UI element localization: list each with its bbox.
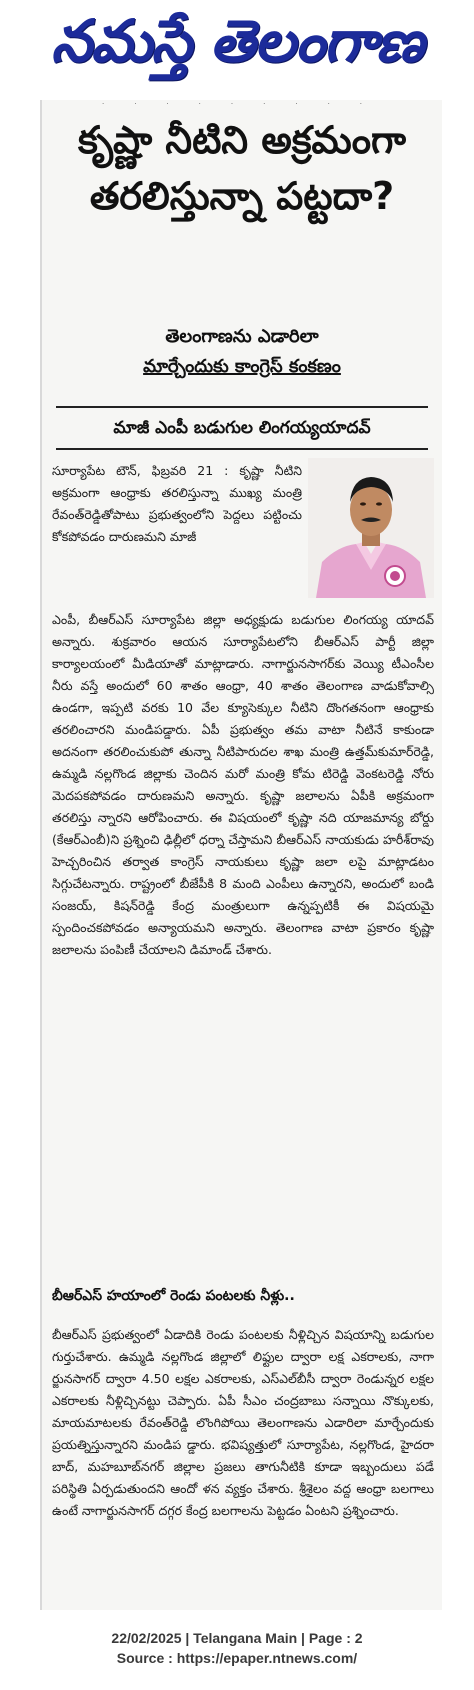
subheadline-line-1: తెలంగాణను ఎడారిలా: [165, 326, 319, 347]
newspaper-logo: నమస్తే తెలంగాణ: [51, 6, 423, 75]
news-clipping: [40, 100, 442, 1610]
headline: [50, 112, 434, 224]
footer: [0, 1628, 474, 1668]
portrait-photo-graphic: [308, 458, 434, 598]
paragraph-body: ఎంపీ, బీఆర్ఎస్ సూర్యాపేట జిల్లా అధ్యక్షుడు బడుగుల లింగయ్య యాదవ్ అన్నారు. శుక్రవారం ఆయన సూర్యాపేటలోని బీఆర్ఎస్ పార్టీ జిల్లా కార్యాలయంలో మీడియాతో మాట్లాడారు. నాగార్జునసాగర్‌కు వెయ్యి టీఎంసీల నీరు వస్తే అందులో 60 శాతం ఆంధ్రా, 40 శాతం తెలంగాణ వాడుకోవాల్సి ఉండగా, ఇప్పటి వరకు 10 వేల క్యూసెక్కుల నీటిని దొంగతనంగా ఆంధ్రాకు తరలించారని మండిపడ్డారు. ఏపీ ప్రభుత్వం తమ వాటా నీటినే కాకుండా అదనంగా తరలించుకుపో తున్నా నీటిపారుదల శాఖ మంత్రి ఉత్తమ్‌కుమార్‌రెడ్డి, ఉమ్మడి నల్లగొండ జిల్లాకు చెందిన మరో మంత్రి కోమ టిరెడ్డి వెంకటరెడ్డి నోరు మెదపకపోవడం దారుణమని అన్నారు. కృష్ణా జలాలను ఏపీకి అక్రమంగా తరలిస్తు న్నారని ఆరోపించారు. ఈ విషయంలో కృష్ణా నది యాజమాన్య బోర్డు (కేఆర్ఎంబీ)ని ప్రశ్నించి ఢిల్లీలో ధర్నా చేస్తామని బీఆర్ఎస్ నాయకుడు హరీశ్‌రావు హెచ్చరించిన తర్వాత కాంగ్రెస్ నాయకులు కృష్ణా జలా లపై మాట్లాడటం సిగ్గుచేటన్నారు. రాష్ట్రంలో బీజేపీకి 8 మంది ఎంపీలు ఉన్నారని, అందులో బండి సంజయ్, కిషన్‌రెడ్డి కేంద్ర మంత్రులుగా ఉన్నప్పటికీ ఈ విషయమై స్పందించకపోవడం అన్యాయమని అన్నారు. తెలంగాణ వాటా ప్రకారం కృష్ణా జలాలను పంపిణీ చేయాలని డిమాండ్ చేశారు.: [52, 612, 434, 957]
subheadline: [50, 322, 434, 382]
section-subheading: బీఆర్ఎస్ హయాంలో రెండు పంటలకు నీళ్లు..: [52, 1288, 295, 1304]
byline: మాజీ ఎంపీ బడుగుల లింగయ్యయాదవ్: [113, 418, 371, 438]
footer-source-line: Source : https://epaper.ntnews.com/: [116, 1650, 358, 1666]
paragraph-section: బీఆర్ఎస్ ప్రభుత్వంలో ఏడాదికి రెండు పంటలకు నీళ్లిచ్చిన విషయాన్ని బడుగుల గుర్తుచేశారు. ఉమ్మడి నల్లగొండ జిల్లాలో లిఫ్టుల ద్వారా లక్ష ఎకరాలకు, నాగా ర్జునసాగర్ ద్వారా 4.50 లక్షల ఎకరాలకు, ఎస్ఎల్‌బీసీ ద్వారా రెండున్నర లక్షల ఎకరాలకు నీళ్లిచ్చినట్టు చెప్పారు. ఏపీ సీఎం చంద్రబాబు సన్నాయి నొక్కులకు, మాయమాటలకు రేవంత్‌రెడ్డి లొంగిపోయి తెలంగాణను ఎడారిలా మార్చేందుకు ప్రయత్నిస్తున్నారని మండిప డ్డారు. భవిష్యత్తులో సూర్యాపేట, నల్లగొండ, హైదరా బాద్, మహబూబ్‌నగర్ జిల్లాల ప్రజలు తాగునీటికి కూడా ఇబ్బందులు పడే పరిస్థితి ఏర్పడుతుందని ఆందో ళన వ్యక్తం చేశారు. శ్రీశైలం వద్ద ఆంధ్రా బలగాలు ఉంటే నాగార్జునసాగర్ దగ్గర కేంద్ర బలగాలను పెట్టడం ఏంటని ప్రశ్నించారు.: [52, 1327, 434, 1518]
paragraph-intro: సూర్యాపేట టౌన్, ఫిబ్రవరి 21 : కృష్ణా నీటిని అక్రమంగా ఆంధ్రాకు తరలిస్తున్నా ముఖ్య మంత్రి రేవంత్‌రెడ్డితోపాటు ప్రభుత్వంలోని పెద్దలు పట్టించు కోకపోవడం దారుణమని మాజీ: [52, 463, 302, 544]
headline-line-2: తరలిస్తున్నా పట్టదా?: [89, 174, 395, 218]
portrait-photo: [308, 458, 434, 598]
masthead: [0, 0, 474, 96]
divider-bottom: [56, 448, 428, 450]
subheadline-line-2: మార్చేందుకు కాంగ్రెస్ కంకణం: [143, 356, 341, 377]
headline-line-1: కృష్ణా నీటిని అక్రమంగా: [77, 118, 407, 162]
divider-top: [56, 406, 428, 408]
cropped-top-strip: ·········: [102, 100, 393, 108]
footer-date-line: 22/02/2025 | Telangana Main | Page : 2: [111, 1630, 363, 1646]
